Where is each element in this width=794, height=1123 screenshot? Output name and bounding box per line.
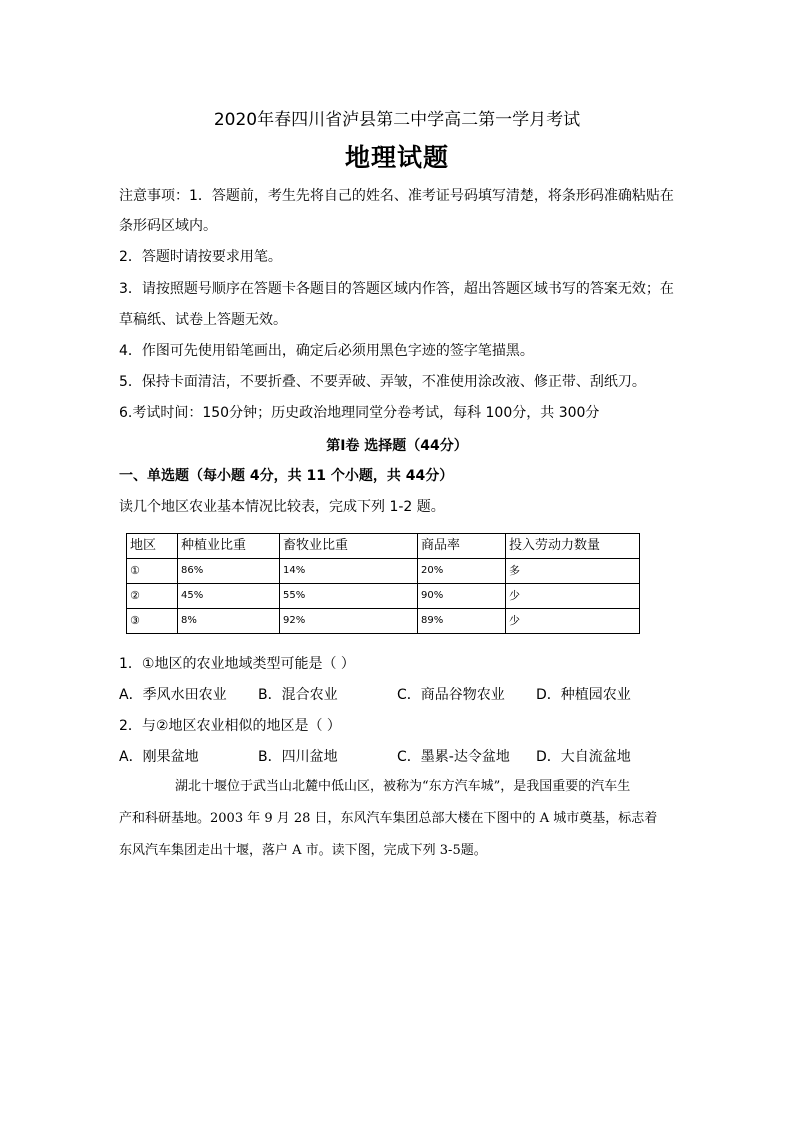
- note-line-2: 2．答题时请按要求用笔。: [119, 249, 282, 265]
- question-2-option-c: C．墨累-达令盆地: [397, 749, 510, 765]
- note-line-4: 4．作图可先使用铅笔画出，确定后必须用黑色字迹的签字笔描黑。: [119, 343, 534, 359]
- subject-title: 地理试题: [344, 143, 449, 172]
- table-header-cell: 商品率: [418, 534, 506, 559]
- exam-title: 2020年春四川省泸县第二中学高二第一学月考试: [213, 110, 581, 130]
- table-intro: 读几个地区农业基本情况比较表，完成下列 1-2 题。: [119, 499, 445, 515]
- note-line-3: 3．请按照题号顺序在答题卡各题目的答题区域内作答，超出答题区域书写的答案无效；在: [119, 281, 674, 297]
- table-cell: 55%: [280, 584, 418, 609]
- table-row: [127, 559, 640, 584]
- note-line-5: 5．保持卡面清洁，不要折叠、不要弄破、弄皱，不准使用涂改液、修正带、刮纸刀。: [119, 374, 646, 390]
- table-cell: ③: [127, 609, 178, 634]
- passage-line-1: 湖北十堰位于武当山北麓中低山区，被称为“东方汽车城”，是我国重要的汽车生: [175, 779, 631, 794]
- note-line-1: 注意事项：1．答题前，考生先将自己的姓名、准考证号码填写清楚，将条形码准确粘贴在: [119, 188, 674, 204]
- question-1-option-a: A．季风水田农业: [119, 687, 227, 703]
- table-header-cell: 投入劳动力数量: [506, 534, 640, 559]
- question-2-option-a: A．刚果盆地: [119, 749, 199, 765]
- table-cell: 89%: [418, 609, 506, 634]
- part-title: 一、单选题（每小题 4分，共 11 个小题，共 44分）: [119, 468, 454, 484]
- table-cell: ①: [127, 559, 178, 584]
- table-header-cell: 地区: [127, 534, 178, 559]
- agriculture-table: [126, 533, 640, 634]
- question-2-option-d: D．大自流盆地: [536, 749, 631, 765]
- note-line-3-cont: 草稿纸、试卷上答题无效。: [119, 312, 287, 328]
- table-header-cell: 种植业比重: [178, 534, 280, 559]
- table-cell: 少: [506, 609, 640, 634]
- table-cell: 86%: [178, 559, 280, 584]
- passage-line-3: 东风汽车集团走出十堰，落户 A 市。读下图，完成下列 3-5题。: [119, 843, 487, 858]
- table-cell: 多: [506, 559, 640, 584]
- note-line-6: 6.考试时间：150分钟；历史政治地理同堂分卷考试，每科 100分，共 300分: [119, 405, 600, 421]
- table-row: [127, 609, 640, 634]
- table-cell: 少: [506, 584, 640, 609]
- table-cell: 8%: [178, 609, 280, 634]
- question-2-stem: 2．与②地区农业相似的地区是（ ）: [119, 718, 341, 734]
- question-1-option-b: B．混合农业: [258, 687, 338, 703]
- table-cell: 20%: [418, 559, 506, 584]
- table-cell: 92%: [280, 609, 418, 634]
- table-cell: 45%: [178, 584, 280, 609]
- table-row: [127, 584, 640, 609]
- table-header-row: [127, 534, 640, 559]
- passage-line-2: 产和科研基地。2003 年 9 月 28 日，东风汽车集团总部大楼在下图中的 A 城市奠基，标志着: [119, 811, 658, 826]
- question-1-option-c: C．商品谷物农业: [397, 687, 505, 703]
- question-1-stem: 1．①地区的农业地域类型可能是（ ）: [119, 656, 355, 672]
- section-title: 第Ⅰ卷 选择题（44分）: [326, 438, 468, 454]
- question-1-option-d: D．种植园农业: [536, 687, 631, 703]
- table-cell: 90%: [418, 584, 506, 609]
- table-header-cell: 畜牧业比重: [280, 534, 418, 559]
- table-cell: ②: [127, 584, 178, 609]
- note-line-1-cont: 条形码区域内。: [119, 218, 217, 234]
- question-2-option-b: B．四川盆地: [258, 749, 338, 765]
- table-cell: 14%: [280, 559, 418, 584]
